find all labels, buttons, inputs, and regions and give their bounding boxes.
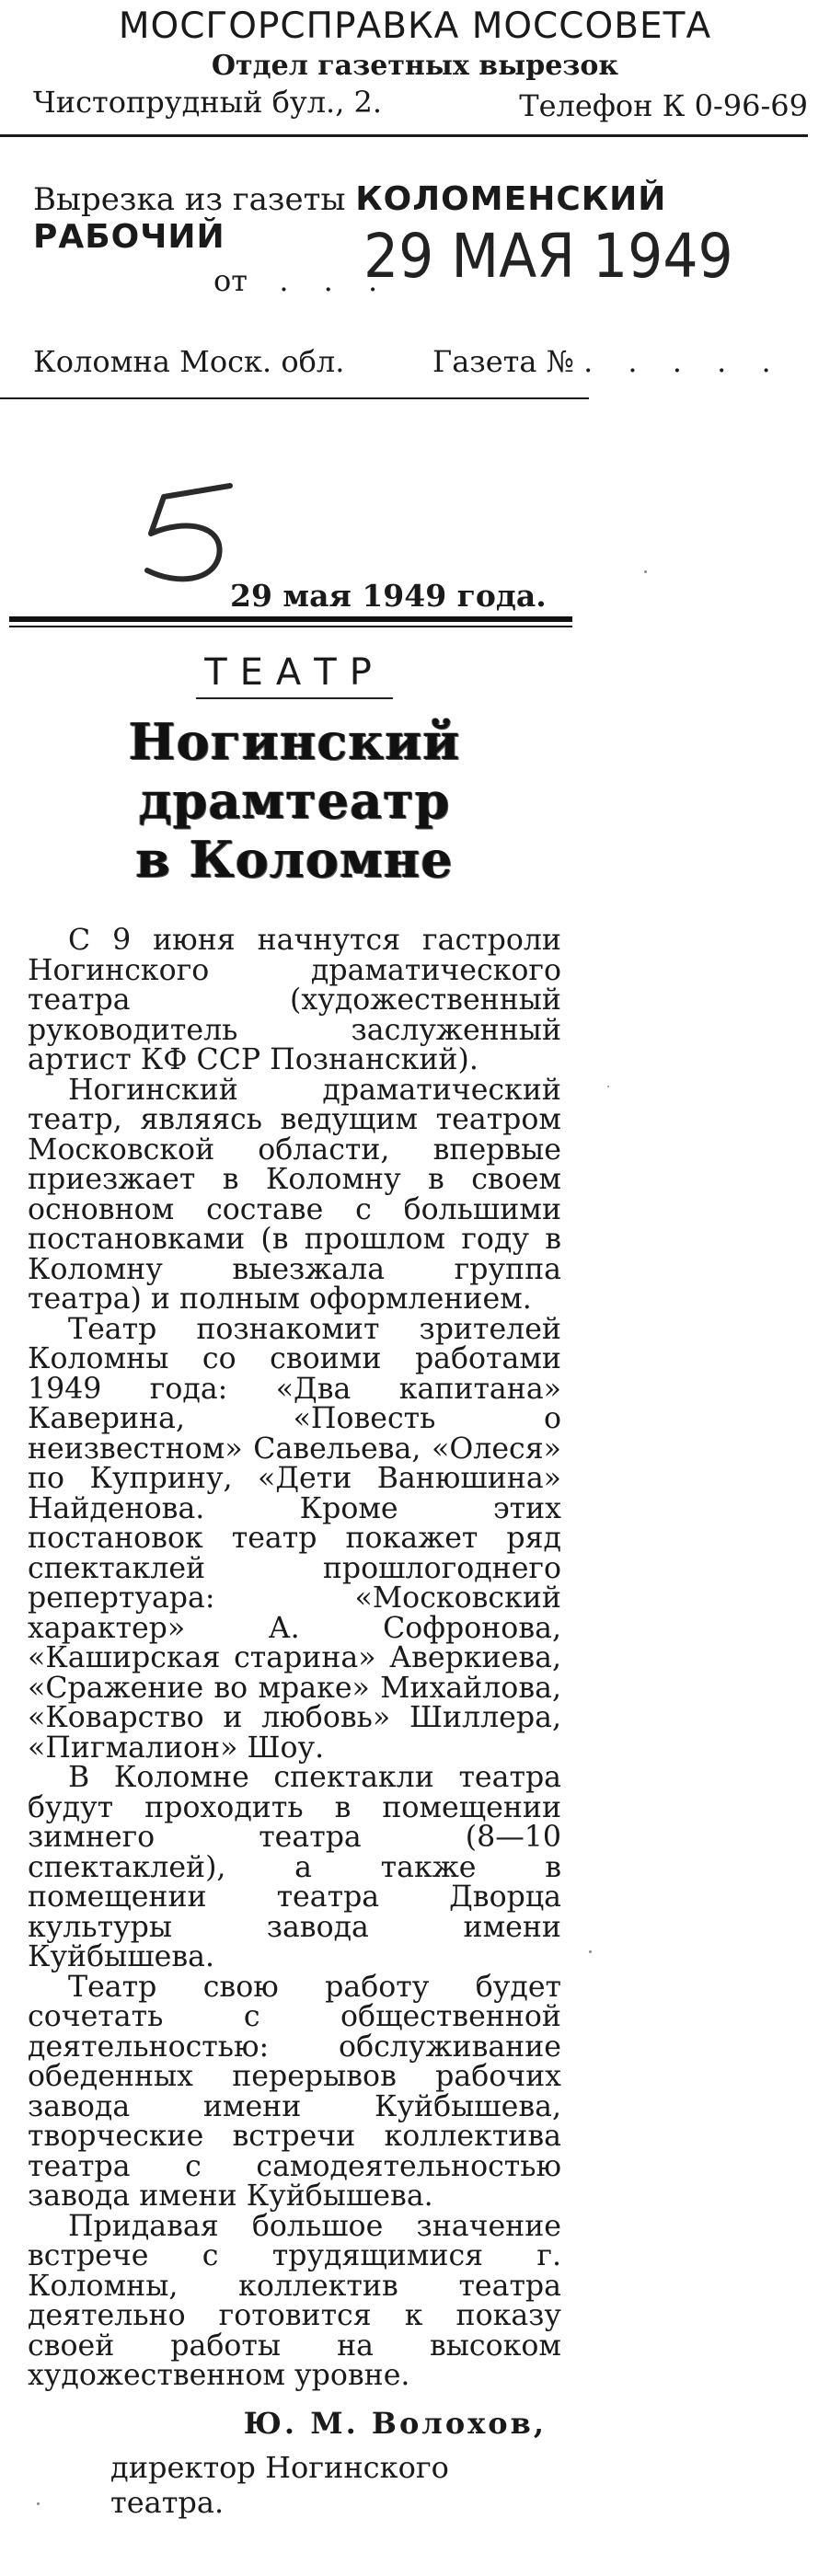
section-heading: ТЕАТР bbox=[204, 651, 385, 694]
print-speck bbox=[37, 2502, 40, 2505]
masthead-rule-thin bbox=[9, 626, 572, 627]
header-divider bbox=[0, 134, 808, 137]
headline-line-1: Ногинский bbox=[128, 712, 461, 771]
section-underline bbox=[196, 697, 393, 699]
article-column bbox=[28, 644, 561, 2520]
form-divider bbox=[0, 397, 589, 399]
masthead-rule-thick bbox=[9, 616, 572, 622]
paragraph: С 9 июня начнутся гастроли Ногинского драматического театра (художественный руководитель заслуженный артист КФ ССР Познанский). bbox=[28, 924, 561, 1076]
print-speck bbox=[607, 1086, 609, 1087]
department-title: Отдел газетных вырезок bbox=[211, 50, 619, 82]
paragraph: Театр свою работу будет сочетать с общественной деятельностью: обслуживание обеденных перерывов рабочих завода имени Куйбышева, творческие встречи коллектива театра с самодеятельностью завода имени Куйбышева. bbox=[28, 1970, 561, 2213]
print-speck bbox=[589, 1950, 592, 1953]
headline-line-3: в Коломне bbox=[135, 830, 454, 889]
headline-line-2: драмтеатр bbox=[138, 771, 451, 830]
newspaper-name: КОЛОМЕНСКИЙ РАБОЧИЙ bbox=[33, 180, 667, 256]
print-speck bbox=[644, 570, 647, 573]
clipping-date: 29 мая 1949 года. bbox=[230, 578, 547, 614]
from-label: от bbox=[213, 263, 248, 298]
agency-title: МОСГОРСПРАВКА МОССОВЕТА bbox=[118, 6, 712, 47]
gazette-number-line bbox=[432, 344, 784, 379]
paragraph: Придавая большое значение встрече с трудящимися г. Коломны, коллектив театра деятельно готовится к показу своей работы на высоком художественном уровне. bbox=[28, 2209, 561, 2392]
handwritten-number-five bbox=[129, 478, 267, 589]
article-body bbox=[28, 926, 561, 2391]
paragraph: В Коломне спектакли театра будут проходить в помещении зимнего театра (8—10 спектаклей), а также в помещении театра Дворца культуры завода имени Куйбышева. bbox=[28, 1761, 561, 1973]
gazette-number-dots: . . . . . bbox=[583, 344, 784, 379]
paragraph: Театр познакомит зрителей Коломны со своими работами 1949 года: «Два капитана» Каверина, «Повесть о неизвестном» Савельева, «Олеся» по Куприну, «Дети Ванюшина» Найденова. Кроме этих постановок театр покажет ряд спектаклей прошлогоднего репертуара: «Московский характер» А. Софронова, «Каширская старина» Аверкиева, «Сражение во мраке» Михайлова, «Коварство и любовь» Шиллера, «Пигмалион» Шоу. bbox=[28, 1312, 561, 1765]
clipping-prefix: Вырезка из газеты bbox=[33, 181, 346, 218]
place-label: Коломна Моск. обл. bbox=[33, 344, 345, 379]
paragraph: Ногинский драматический театр, являясь ведущим театром Московской области, впервые приезжает в Коломну в своем основном составе с большими постановками (в прошлом году в Коломну выезжала группа театра) и полным оформлением. bbox=[28, 1073, 561, 1316]
agency-address: Чистопрудный бул., 2. bbox=[33, 85, 383, 120]
agency-phone: Телефон К 0-96-69 bbox=[519, 88, 808, 123]
signature-role: директор Ногинского театра. bbox=[110, 2449, 449, 2520]
article-headline bbox=[28, 712, 561, 889]
signature-name: Ю. М. Волохов, bbox=[243, 2405, 547, 2441]
stamped-date: 29 МАЯ 1949 bbox=[363, 221, 733, 293]
gazette-number-label: Газета № bbox=[432, 344, 574, 379]
from-dots: . . . bbox=[257, 263, 391, 298]
